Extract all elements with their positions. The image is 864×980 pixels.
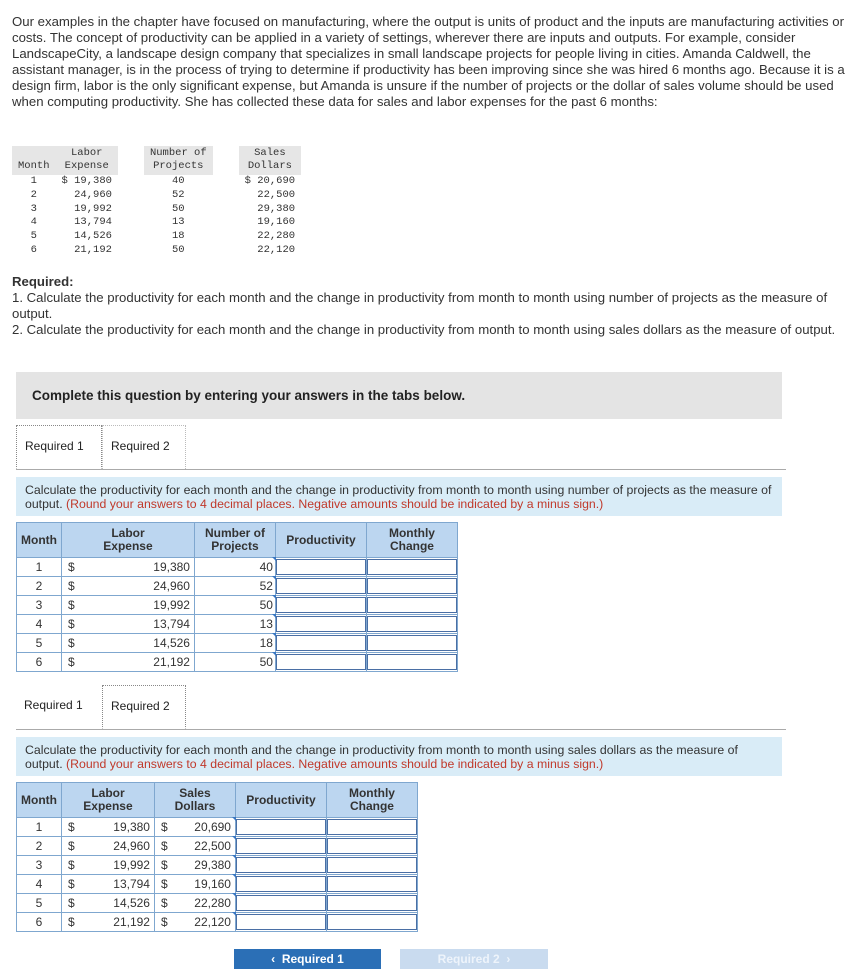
tab-required-1[interactable]: Required 1 bbox=[24, 698, 83, 712]
productivity-input[interactable] bbox=[276, 616, 366, 632]
monthly-change-input-cell bbox=[326, 913, 417, 932]
monthly-change-input[interactable] bbox=[327, 819, 417, 835]
dollar-sign: $ bbox=[61, 818, 86, 837]
dollar-sign: $ bbox=[61, 558, 86, 577]
month-cell: 2 bbox=[30, 188, 37, 201]
projects-cell: 50 bbox=[194, 596, 275, 615]
projects-cell: 52 bbox=[171, 188, 185, 201]
table-row bbox=[12, 230, 301, 244]
sales-answer-table bbox=[16, 782, 418, 932]
dollar-sign: $ bbox=[154, 818, 179, 837]
productivity-input-cell bbox=[275, 596, 366, 615]
table-row bbox=[17, 913, 418, 932]
header-number-of-projects: Number of Projects bbox=[194, 523, 275, 558]
projects-cell: 40 bbox=[171, 175, 185, 187]
monthly-change-input-cell bbox=[366, 558, 457, 577]
labor-expense-cell: 24,960 bbox=[86, 837, 155, 856]
table-row bbox=[17, 634, 458, 653]
labor-expense-cell: 19,380 bbox=[86, 558, 195, 577]
header-sales-dollars: Sales Dollars bbox=[154, 783, 235, 818]
table-row bbox=[17, 558, 458, 577]
sales-cell: 29,380 bbox=[257, 202, 296, 215]
col-labor: Labor Expense bbox=[56, 146, 118, 175]
labor-expense-cell: 19,992 bbox=[86, 856, 155, 875]
table-row bbox=[17, 653, 458, 672]
labor-expense-cell: 19,992 bbox=[86, 596, 195, 615]
monthly-change-input[interactable] bbox=[367, 635, 457, 651]
header-monthly-change: Monthly Change bbox=[326, 783, 417, 818]
table-row bbox=[17, 577, 458, 596]
dollar-sign: $ bbox=[61, 653, 86, 672]
monthly-change-input-cell bbox=[366, 634, 457, 653]
chevron-right-icon: › bbox=[506, 952, 511, 966]
productivity-input-cell bbox=[235, 875, 326, 894]
labor-expense-cell: 13,794 bbox=[86, 615, 195, 634]
dollar-sign: $ bbox=[154, 894, 179, 913]
sales-cell: 22,120 bbox=[257, 243, 296, 256]
month-cell: 1 bbox=[30, 175, 37, 187]
monthly-change-input-cell bbox=[326, 818, 417, 837]
table-row bbox=[17, 596, 458, 615]
col-sales: Sales Dollars bbox=[239, 146, 301, 175]
labor-cell: $ 19,380 bbox=[61, 175, 112, 187]
productivity-input-cell bbox=[235, 913, 326, 932]
sales-cell: $ 20,690 bbox=[244, 175, 296, 187]
col-projects: Number of Projects bbox=[144, 146, 213, 175]
tab-bar-1 bbox=[16, 425, 786, 470]
section1-instruction: Calculate the productivity for each month and the change in productivity from month to month using number of projects as the measure of output. (Round your answers to 4 decimal places. Negative amounts should be indicated by a minus sign.) bbox=[16, 477, 782, 516]
productivity-input[interactable] bbox=[236, 895, 326, 911]
productivity-input-cell bbox=[235, 837, 326, 856]
monthly-change-input-cell bbox=[366, 653, 457, 672]
tab-required-1[interactable]: Required 1 bbox=[16, 425, 102, 469]
table-row bbox=[17, 894, 418, 913]
sales-cell: 22,500 bbox=[257, 188, 296, 201]
table-row bbox=[17, 818, 418, 837]
month-cell: 2 bbox=[17, 837, 62, 856]
monthly-change-input[interactable] bbox=[367, 559, 457, 575]
header-labor-expense: Labor Expense bbox=[61, 523, 194, 558]
tab-required-2[interactable]: Required 2 bbox=[102, 425, 186, 469]
monthly-change-input[interactable] bbox=[367, 578, 457, 594]
required-heading: Required: bbox=[12, 274, 74, 289]
monthly-change-input[interactable] bbox=[367, 597, 457, 613]
month-cell: 2 bbox=[17, 577, 62, 596]
projects-cell: 13 bbox=[171, 216, 185, 229]
table-row bbox=[12, 244, 301, 258]
projects-answer-table bbox=[16, 522, 458, 672]
table-row bbox=[17, 875, 418, 894]
month-cell: 4 bbox=[30, 216, 37, 229]
instructions-banner: Complete this question by entering your answers in the tabs below. bbox=[16, 372, 782, 419]
projects-cell: 18 bbox=[171, 230, 185, 243]
productivity-input[interactable] bbox=[276, 559, 366, 575]
sales-dollars-cell: 22,280 bbox=[179, 894, 236, 913]
productivity-input[interactable] bbox=[276, 597, 366, 613]
labor-expense-cell: 14,526 bbox=[86, 894, 155, 913]
sales-dollars-cell: 22,500 bbox=[179, 837, 236, 856]
month-cell: 3 bbox=[30, 202, 37, 215]
projects-cell: 40 bbox=[194, 558, 275, 577]
dollar-sign: $ bbox=[61, 856, 86, 875]
projects-cell: 52 bbox=[194, 577, 275, 596]
labor-cell: 21,192 bbox=[74, 243, 112, 256]
month-cell: 3 bbox=[17, 596, 62, 615]
productivity-input-cell bbox=[275, 577, 366, 596]
month-cell: 6 bbox=[17, 913, 62, 932]
productivity-input[interactable] bbox=[236, 857, 326, 873]
productivity-input-cell bbox=[235, 856, 326, 875]
monthly-change-input-cell bbox=[366, 596, 457, 615]
dollar-sign: $ bbox=[154, 837, 179, 856]
productivity-input[interactable] bbox=[236, 876, 326, 892]
dollar-sign: $ bbox=[61, 577, 86, 596]
month-cell: 5 bbox=[17, 894, 62, 913]
table-row bbox=[17, 615, 458, 634]
problem-intro: Our examples in the chapter have focused on manufacturing, where the output is units of product and the inputs are manufacturing activities or costs. The concept of productivity can be applied in a variety of settings, wherever there are inputs and outputs. For example, consider LandscapeCity, a landscape design company that specializes in small landscape projects for people living in cities. Amanda Caldwell, the assistant manager, is in the process of trying to determine if productivity has been improving since she was hired 6 months ago. Because it is a design firm, labor is the only significant expense, but Amanda is unsure if the number of projects or the dollar of sales volume should be used when computing productivity. She has collected these data for sales and labor expenses for the past 6 months: bbox=[12, 14, 845, 109]
labor-cell: 13,794 bbox=[74, 216, 112, 229]
next-required-button[interactable]: Required 2 › bbox=[400, 949, 548, 969]
header-labor-expense: Labor Expense bbox=[61, 783, 154, 818]
productivity-input-cell bbox=[235, 894, 326, 913]
monthly-change-input-cell bbox=[326, 856, 417, 875]
productivity-input-cell bbox=[275, 634, 366, 653]
header-productivity: Productivity bbox=[235, 783, 326, 818]
monthly-change-input-cell bbox=[326, 894, 417, 913]
tab-bar-2 bbox=[16, 685, 786, 730]
labor-cell: 19,992 bbox=[74, 202, 112, 215]
tab-required-2[interactable]: Required 2 bbox=[102, 685, 186, 729]
given-data-table bbox=[12, 146, 301, 258]
col-month: Month bbox=[12, 146, 56, 175]
dollar-sign: $ bbox=[61, 837, 86, 856]
month-cell: 6 bbox=[17, 653, 62, 672]
productivity-input[interactable] bbox=[276, 578, 366, 594]
header-month: Month bbox=[17, 783, 62, 818]
productivity-input-cell bbox=[235, 818, 326, 837]
productivity-input-cell bbox=[275, 558, 366, 577]
labor-expense-cell: 21,192 bbox=[86, 913, 155, 932]
table-row bbox=[12, 203, 301, 217]
sales-dollars-cell: 22,120 bbox=[179, 913, 236, 932]
monthly-change-input[interactable] bbox=[327, 838, 417, 854]
table-row bbox=[17, 837, 418, 856]
labor-expense-cell: 13,794 bbox=[86, 875, 155, 894]
dollar-sign: $ bbox=[61, 894, 86, 913]
dollar-sign: $ bbox=[154, 875, 179, 894]
table-row bbox=[17, 856, 418, 875]
monthly-change-input[interactable] bbox=[327, 895, 417, 911]
required-list bbox=[12, 290, 858, 338]
monthly-change-input[interactable] bbox=[327, 914, 417, 930]
sales-dollars-cell: 29,380 bbox=[179, 856, 236, 875]
month-cell: 4 bbox=[17, 875, 62, 894]
productivity-input-cell bbox=[275, 653, 366, 672]
monthly-change-input-cell bbox=[366, 615, 457, 634]
projects-cell: 13 bbox=[194, 615, 275, 634]
labor-expense-cell: 14,526 bbox=[86, 634, 195, 653]
productivity-input[interactable] bbox=[236, 819, 326, 835]
monthly-change-input[interactable] bbox=[327, 876, 417, 892]
labor-expense-cell: 21,192 bbox=[86, 653, 195, 672]
monthly-change-input-cell bbox=[366, 577, 457, 596]
sales-cell: 19,160 bbox=[257, 216, 296, 229]
projects-cell: 50 bbox=[194, 653, 275, 672]
monthly-change-input[interactable] bbox=[327, 857, 417, 873]
month-cell: 1 bbox=[17, 558, 62, 577]
month-cell: 5 bbox=[30, 230, 37, 243]
projects-cell: 50 bbox=[171, 202, 185, 215]
required-item-1: 1. Calculate the productivity for each month and the change in productivity from month to month using number of projects as the measure of output. bbox=[12, 290, 828, 321]
monthly-change-input[interactable] bbox=[367, 654, 457, 670]
labor-cell: 14,526 bbox=[74, 230, 112, 243]
monthly-change-input[interactable] bbox=[367, 616, 457, 632]
section2-instruction: Calculate the productivity for each month and the change in productivity from month to month using sales dollars as the measure of output. (Round your answers to 4 decimal places. Negative amounts should be indicated by a minus sign.) bbox=[16, 737, 782, 776]
projects-cell: 50 bbox=[171, 243, 185, 256]
month-cell: 3 bbox=[17, 856, 62, 875]
month-cell: 5 bbox=[17, 634, 62, 653]
table-row bbox=[12, 189, 301, 203]
month-cell: 1 bbox=[17, 818, 62, 837]
labor-cell: 24,960 bbox=[74, 188, 112, 201]
sales-dollars-cell: 20,690 bbox=[179, 818, 236, 837]
projects-cell: 18 bbox=[194, 634, 275, 653]
header-month: Month bbox=[17, 523, 62, 558]
monthly-change-input-cell bbox=[326, 875, 417, 894]
chevron-left-icon: ‹ bbox=[271, 952, 276, 966]
monthly-change-input-cell bbox=[326, 837, 417, 856]
productivity-input[interactable] bbox=[276, 635, 366, 651]
productivity-input[interactable] bbox=[276, 654, 366, 670]
productivity-input[interactable] bbox=[236, 914, 326, 930]
table-row bbox=[12, 175, 301, 189]
header-productivity: Productivity bbox=[275, 523, 366, 558]
dollar-sign: $ bbox=[61, 875, 86, 894]
labor-expense-cell: 24,960 bbox=[86, 577, 195, 596]
month-cell: 4 bbox=[17, 615, 62, 634]
header-monthly-change: Monthly Change bbox=[366, 523, 457, 558]
required-item-2: 2. Calculate the productivity for each month and the change in productivity from month to month using sales dollars as the measure of output. bbox=[12, 322, 836, 337]
productivity-input-cell bbox=[275, 615, 366, 634]
labor-expense-cell: 19,380 bbox=[86, 818, 155, 837]
dollar-sign: $ bbox=[61, 596, 86, 615]
dollar-sign: $ bbox=[154, 856, 179, 875]
dollar-sign: $ bbox=[154, 913, 179, 932]
dollar-sign: $ bbox=[61, 913, 86, 932]
productivity-input[interactable] bbox=[236, 838, 326, 854]
dollar-sign: $ bbox=[61, 634, 86, 653]
table-row bbox=[12, 216, 301, 230]
prev-required-button[interactable]: ‹ Required 1 bbox=[234, 949, 381, 969]
sales-dollars-cell: 19,160 bbox=[179, 875, 236, 894]
month-cell: 6 bbox=[30, 243, 37, 256]
sales-cell: 22,280 bbox=[257, 230, 296, 243]
dollar-sign: $ bbox=[61, 615, 86, 634]
